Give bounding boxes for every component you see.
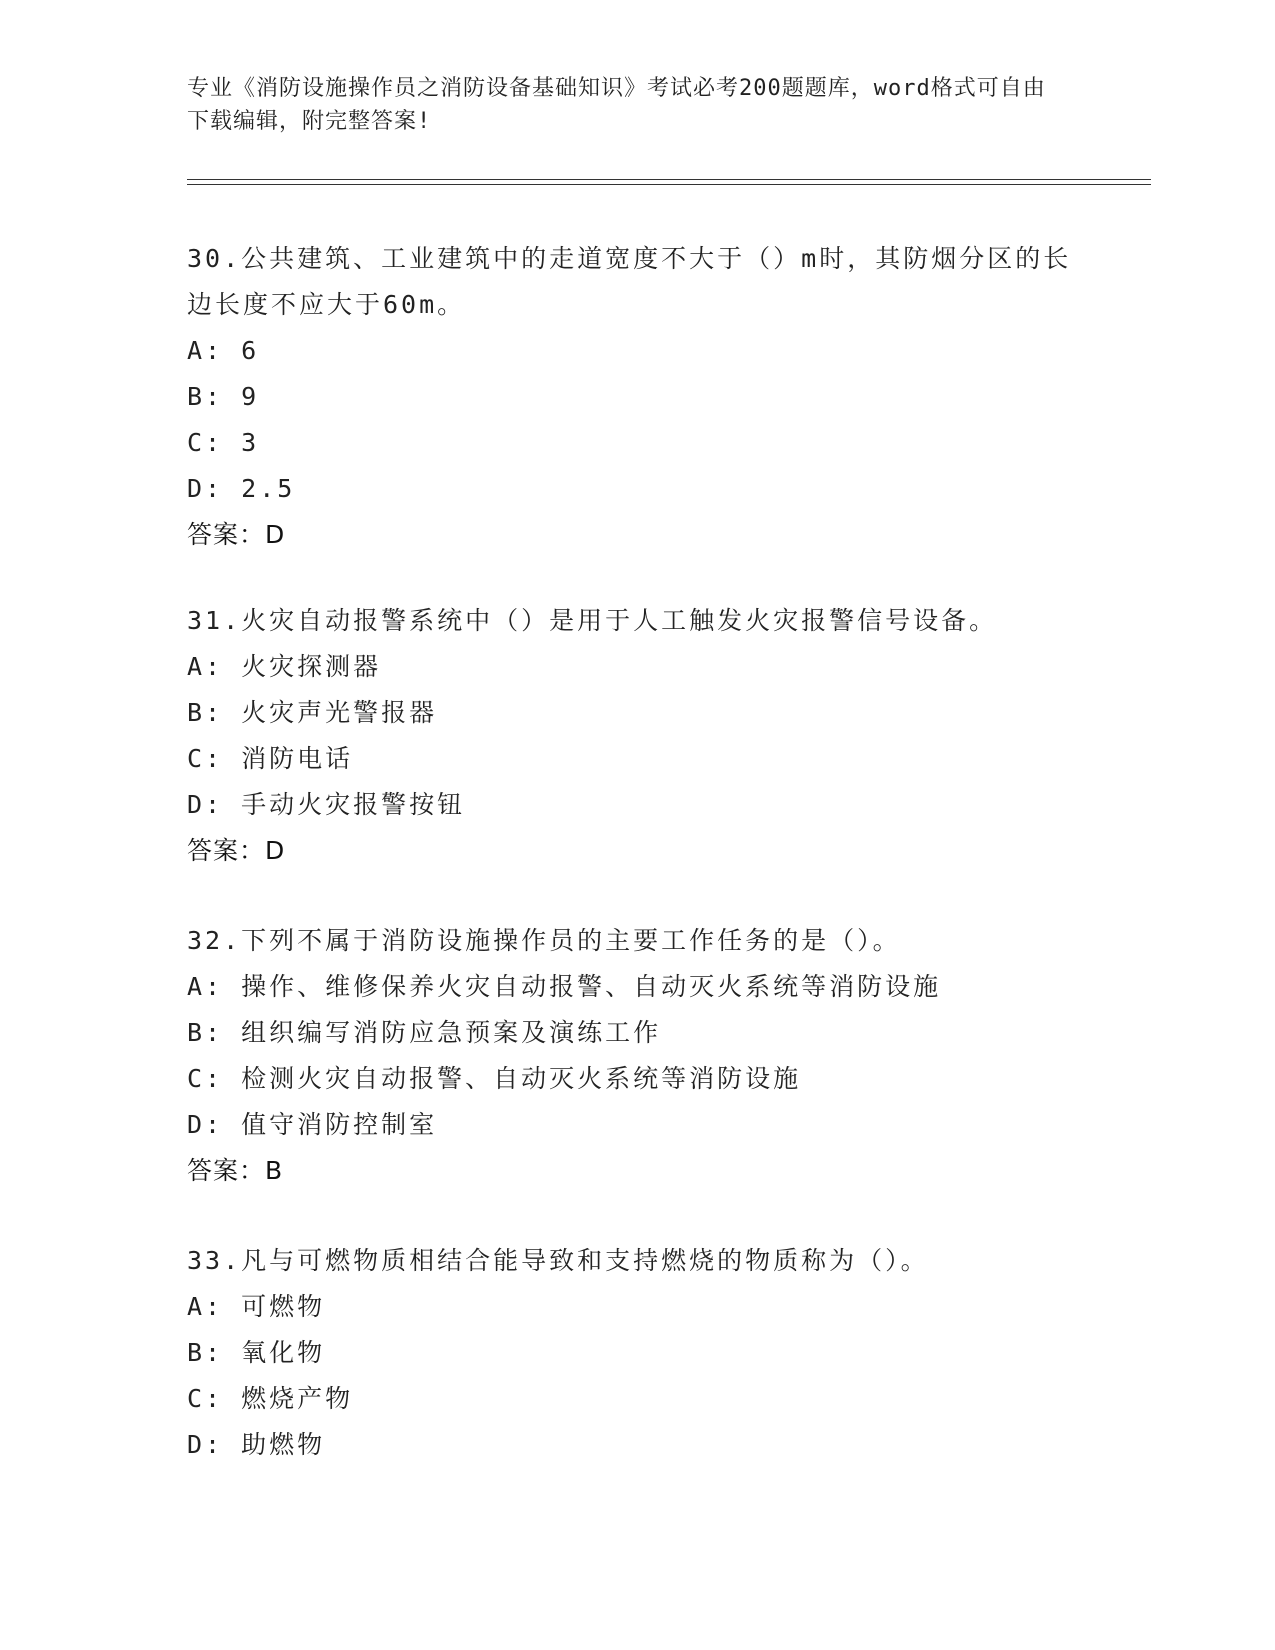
question-30 [187,236,1087,558]
question-stem: 32.下列不属于消防设施操作员的主要工作任务的是（）。 [187,926,901,955]
header-divider-bottom [187,184,1151,185]
option-c: C: 消防电话 [187,744,354,773]
option-b: B: 9 [187,382,260,411]
header-divider-top [187,179,1151,180]
answer-text: 答案：D [187,836,286,865]
option-c: C: 燃烧产物 [187,1384,354,1413]
option-b: B: 组织编写消防应急预案及演练工作 [187,1018,662,1047]
question-33 [187,1238,1087,1468]
option-a: A: 操作、维修保养火灾自动报警、自动灭火系统等消防设施 [187,972,942,1001]
answer-text: 答案：D [187,520,286,549]
option-b: B: 火灾声光警报器 [187,698,438,727]
option-a: A: 6 [187,336,260,365]
question-stem: 33.凡与可燃物质相结合能导致和支持燃烧的物质称为（）。 [187,1246,929,1275]
option-c: C: 检测火灾自动报警、自动灭火系统等消防设施 [187,1064,802,1093]
option-a: A: 可燃物 [187,1292,326,1321]
option-d: D: 助燃物 [187,1430,326,1459]
question-stem: 30.公共建筑、工业建筑中的走道宽度不大于（）m时，其防烟分区的长边长度不应大于60m。 [187,244,1072,319]
question-stem: 31.火灾自动报警系统中（）是用于人工触发火灾报警信号设备。 [187,606,998,635]
option-a: A: 火灾探测器 [187,652,382,681]
question-32 [187,918,1087,1194]
option-d: D: 手动火灾报警按钮 [187,790,466,819]
document-header: 专业《消防设施操作员之消防设备基础知识》考试必考200题题库，word格式可自由下载编辑，附完整答案! [187,76,1046,134]
answer-text: 答案：B [187,1156,284,1185]
question-31 [187,598,1087,874]
option-d: D: 值守消防控制室 [187,1110,438,1139]
option-b: B: 氧化物 [187,1338,326,1367]
option-c: C: 3 [187,428,260,457]
option-d: D: 2.5 [187,474,296,503]
